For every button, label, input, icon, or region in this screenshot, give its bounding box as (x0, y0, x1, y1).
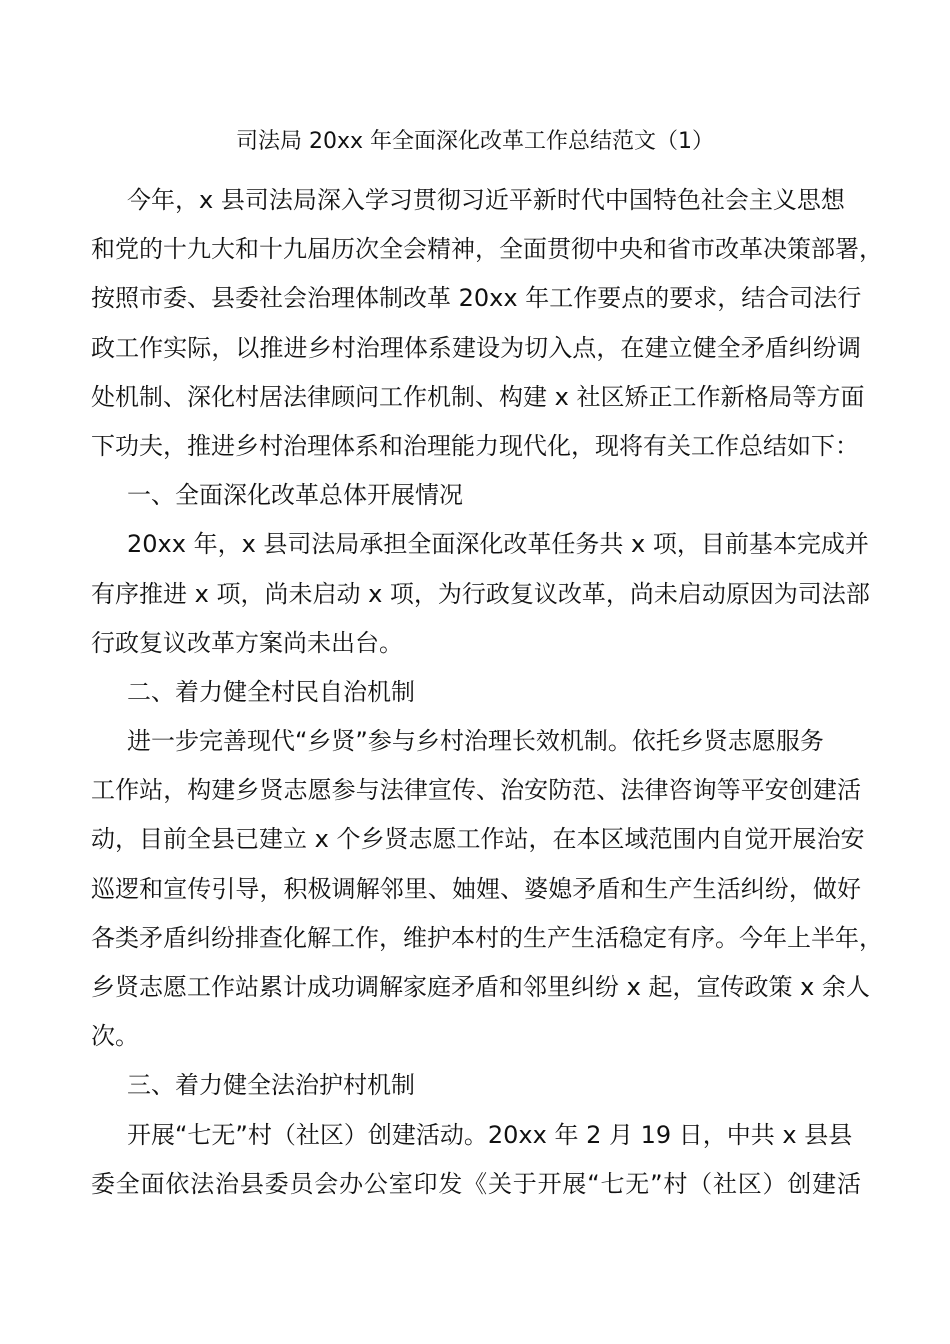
text-line: 进一步完善现代“乡贤”参与乡村治理长效机制。依托乡贤志愿服务 (127, 727, 824, 756)
text-line: 三、着力健全法治护村机制 (127, 1071, 415, 1100)
text-line: 一、全面深化改革总体开展情况 (127, 481, 463, 510)
text-line: 次。 (91, 1022, 139, 1051)
text-line: 20xx 年，x 县司法局承担全面深化改革任务共 x 项，目前基本完成并 (127, 530, 869, 559)
text-line: 今年，x 县司法局深入学习贯彻习近平新时代中国特色社会主义思想 (127, 186, 845, 214)
text-line: 和党的十九大和十九届历次全会精神，全面贯彻中央和省市改革决策部署， (91, 235, 883, 264)
text-line: 巡逻和宣传引导，积极调解邻里、妯娌、婆媳矛盾和生产生活纠纷，做好 (91, 874, 861, 903)
document-title: 司法局 20xx 年全面深化改革工作总结范文（1） (235, 129, 715, 154)
text-line: 乡贤志愿工作站累计成功调解家庭矛盾和邻里纠纷 x 起，宣传政策 x 余人 (91, 973, 870, 1001)
document-body (91, 176, 883, 1209)
text-line: 委全面依法治县委员会办公室印发《关于开展“七无”村（社区）创建活 (91, 1169, 861, 1198)
text-line: 动，目前全县已建立 x 个乡贤志愿工作站，在本区域范围内自觉开展治安 (91, 825, 865, 854)
text-line: 工作站，构建乡贤志愿参与法律宣传、治安防范、法律咨询等平安创建活 (91, 776, 861, 805)
text-line: 开展“七无”村（社区）创建活动。20xx 年 2 月 19 日，中共 x 县县 (127, 1120, 853, 1149)
text-line: 有序推进 x 项，尚未启动 x 项，为行政复议改革，尚未启动原因为司法部 (91, 579, 870, 608)
text-line: 处机制、深化村居法律顾问工作机制、构建 x 社区矫正工作新格局等方面 (91, 382, 865, 411)
text-line: 二、着力健全村民自治机制 (127, 677, 415, 706)
text-line: 行政复议改革方案尚未出台。 (91, 628, 403, 657)
text-line: 按照市委、县委社会治理体制改革 20xx 年工作要点的要求，结合司法行 (91, 284, 862, 313)
text-line: 各类矛盾纠纷排查化解工作，维护本村的生产生活稳定有序。今年上半年， (91, 923, 883, 952)
text-line: 政工作实际，以推进乡村治理体系建设为切入点，在建立健全矛盾纠纷调 (91, 333, 861, 362)
text-line: 下功夫，推进乡村治理体系和治理能力现代化，现将有关工作总结如下： (91, 431, 859, 460)
